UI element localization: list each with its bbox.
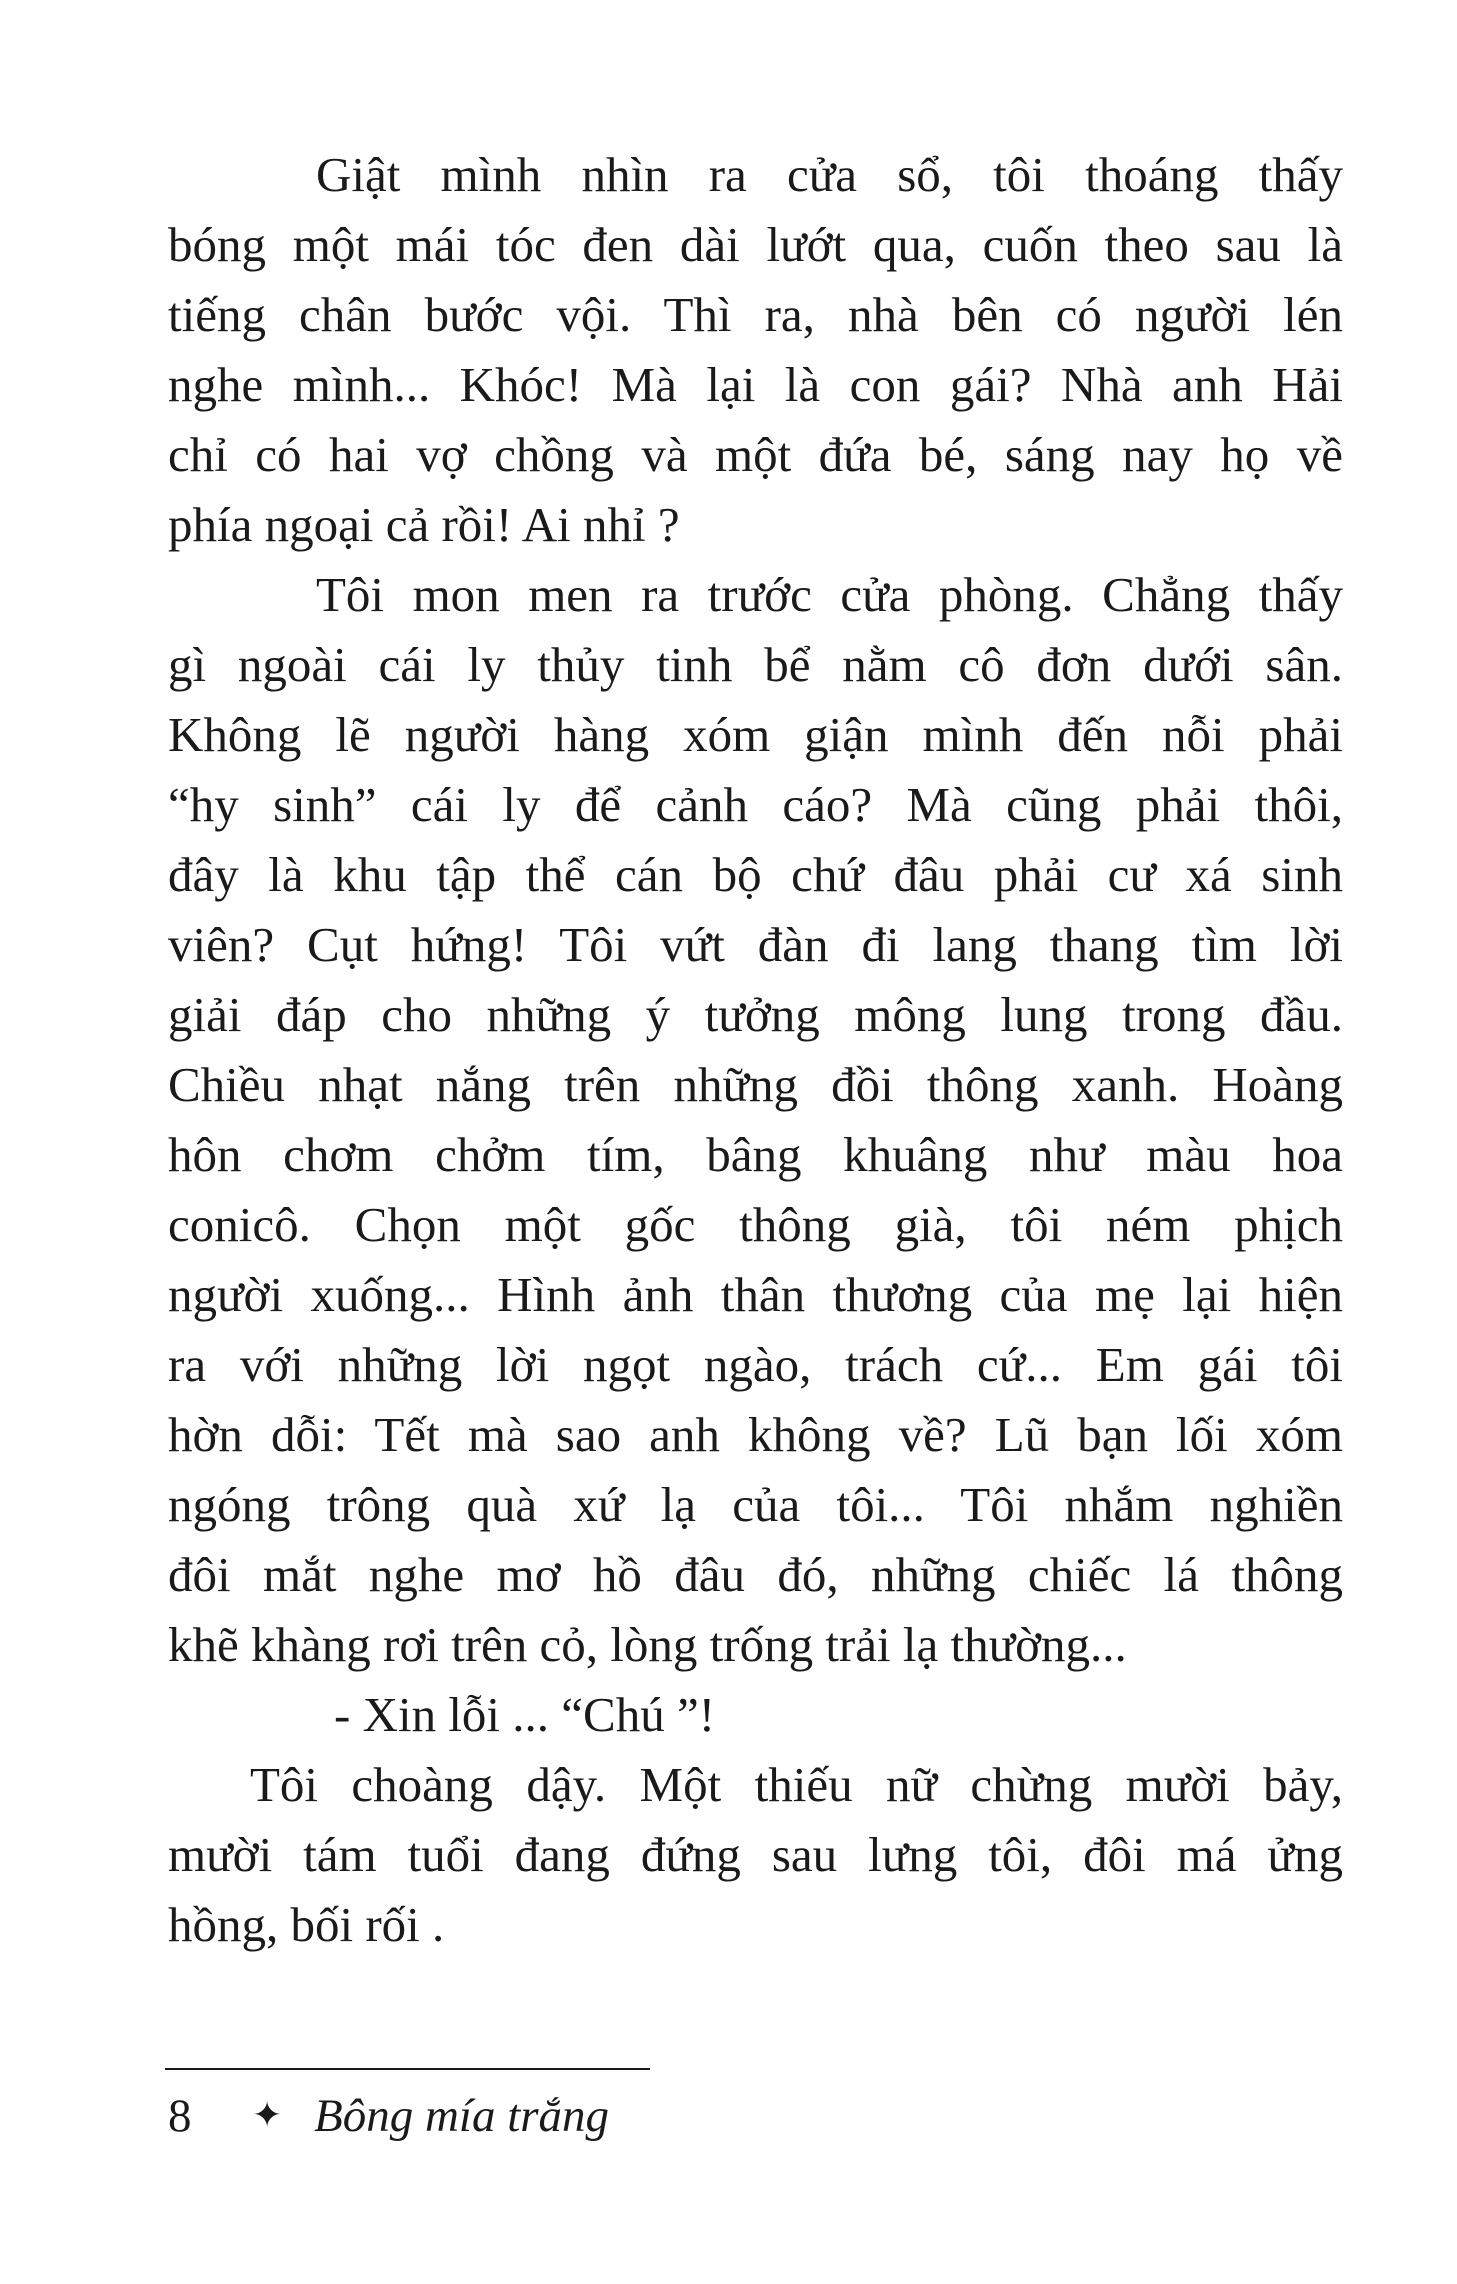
text-line: mười tám tuổi đang đứng sau lưng tôi, đôi má ửng [168,1827,1343,1882]
text-line: Chiều nhạt nắng trên những đồi thông xanh. Hoàng [168,1057,1343,1112]
four-point-star-icon: ✦ [252,2095,283,2135]
text-line: tiếng chân bước vội. Thì ra, nhà bên có người lén [168,287,1343,342]
text-line: bóng một mái tóc đen dài lướt qua, cuốn theo sau là [168,217,1343,272]
text-line: “hy sinh” cái ly để cảnh cáo? Mà cũng phải thôi, [168,777,1343,832]
book-title: Bông mía trắng [314,2090,610,2142]
text-line: giải đáp cho những ý tưởng mông lung trong đầu. [168,987,1343,1042]
text-line: đây là khu tập thể cán bộ chứ đâu phải cư xá sinh [168,847,1343,902]
text-line: hôn chơm chởm tím, bâng khuâng như màu hoa [168,1127,1343,1182]
text-line: gì ngoài cái ly thủy tinh bể nằm cô đơn dưới sân. [168,637,1343,692]
page-footer [168,2085,609,2146]
text-line: viên? Cụt hứng! Tôi vứt đàn đi lang thang tìm lời [168,917,1343,972]
text-line: Giật mình nhìn ra cửa sổ, tôi thoáng thấy [316,147,1343,202]
dialogue-line: - Xin lỗi ... “Chú ”! [334,1687,716,1742]
text-line: ngóng trông quà xứ lạ của tôi... Tôi nhắm nghiền [168,1477,1343,1532]
text-line: khẽ khàng rơi trên cỏ, lòng trống trải lạ thường... [168,1617,1127,1672]
text-line: hồng, bối rối . [168,1897,445,1952]
text-line: Không lẽ người hàng xóm giận mình đến nỗi phải [168,707,1343,762]
text-line: nghe mình... Khóc! Mà lại là con gái? Nhà anh Hải [168,357,1343,412]
text-line: hờn dỗi: Tết mà sao anh không về? Lũ bạn lối xóm [168,1407,1343,1462]
text-line: chỉ có hai vợ chồng và một đứa bé, sáng nay họ về [168,427,1343,482]
text-line: đôi mắt nghe mơ hồ đâu đó, những chiếc lá thông [168,1547,1343,1602]
text-line: Tôi choàng dậy. Một thiếu nữ chừng mười bảy, [250,1757,1343,1812]
page-body [168,140,1343,1960]
page-number: 8 [168,2090,192,2142]
text-line: conicô. Chọn một gốc thông già, tôi ném phịch [168,1197,1343,1252]
footer-divider [165,2068,650,2070]
text-line: ra với những lời ngọt ngào, trách cứ... Em gái tôi [168,1337,1343,1392]
text-line: Tôi mon men ra trước cửa phòng. Chẳng thấy [316,567,1343,622]
text-line: phía ngoại cả rồi! Ai nhỉ ? [168,497,680,552]
text-line: người xuống... Hình ảnh thân thương của mẹ lại hiện [168,1267,1343,1322]
